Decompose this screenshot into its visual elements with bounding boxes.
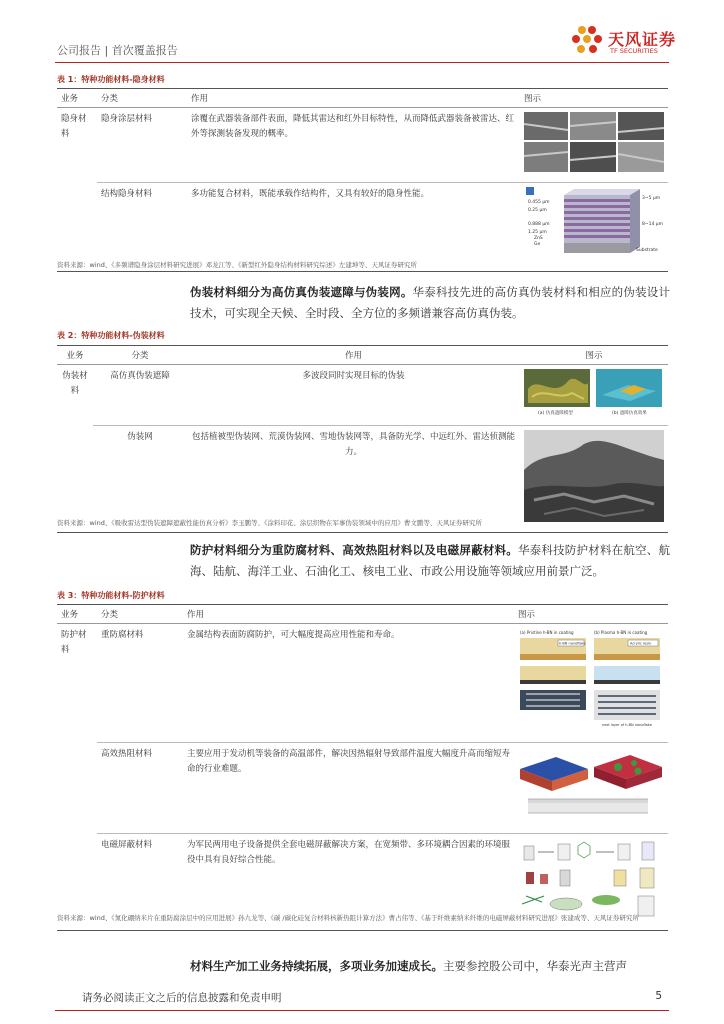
table3-effect-3: 为军民两用电子设备提供全套电磁屏蔽解决方案，在宽频带、多环境耦合因素的环境服役中具有良好综合性能。 [183, 834, 514, 931]
table2-figure-1 [520, 365, 668, 426]
diagram-label-1: 0.455 μm [528, 200, 550, 205]
table1 [57, 88, 668, 272]
table3-header-business: 业务 [57, 605, 97, 624]
table2 [57, 345, 668, 533]
footer-divider [55, 1010, 669, 1011]
table2-figure-2 [520, 426, 668, 533]
table3-effect-1: 金属结构表面防腐防护，可大幅度提高应用性能和寿命。 [187, 630, 400, 640]
logo-text-cn: 天风证券 [608, 30, 677, 49]
table2-header-figure: 图示 [520, 346, 668, 365]
table3-header-figure: 图示 [514, 605, 668, 624]
fig-label-2: Acrylic resin [630, 641, 652, 646]
diagram-label-8: 8~14 μm [642, 222, 664, 227]
multilayer-structure-diagram [524, 187, 664, 261]
caption-b: (b) 遮障仿真效果 [612, 411, 647, 415]
diagram-label-6: Ge [534, 242, 541, 247]
table1-header-business: 业务 [57, 89, 97, 108]
diagram-label-9: Substrate [636, 248, 658, 253]
table3-header-effect: 作用 [183, 605, 514, 624]
diagram-label-4: 1.25 μm [528, 230, 547, 235]
table1-business: 隐身材料 [57, 108, 97, 272]
table1-category-1: 隐身涂层材料 [101, 114, 153, 124]
thermal-resistance-model-image [518, 747, 664, 823]
table2-effect-2: 包括植被型伪装网、荒漠伪装网、雪地伪装网等，具备防光学、中远红外、雷达侦测能力。 [187, 426, 520, 533]
table3 [57, 604, 668, 931]
table1-category-2: 结构隐身材料 [97, 183, 187, 272]
table2-category-1: 高仿真伪装遮障 [110, 371, 170, 381]
emi-shielding-process-diagram [518, 838, 664, 920]
table1-effect-1: 涂覆在武器装备部件表面，降低其雷达和红外目标特性，从而降低武器装备被雷达、红外等探测装备发现的概率。 [191, 114, 515, 139]
table2-source: 资料来源：wind、《吸收雷达型伪装遮障遮蔽性能仿真分析》李玉鹏等、《涂料印花、涂层织物在军事伪装领域中的应用》曹文鹏等、天风证券研究所 [57, 519, 482, 527]
table3-category-1: 重防腐材料 [101, 630, 144, 640]
page-number: 5 [655, 990, 662, 1002]
stealth-coating-micrograph-image [524, 112, 664, 172]
logo-text-en: TF SECURITIES [610, 47, 658, 55]
table3-figure-2 [514, 743, 668, 834]
table1-title: 表 1：特种功能材料-隐身材料 [57, 75, 165, 84]
paragraph-camouflage: 伪装材料细分为高仿真伪装遮障与伪装网。华泰科技先进的高仿真伪装材料和相应的伪装设计技术，可实现全天候、全时段、全方位的多频谱兼容高仿真伪装。 [190, 285, 671, 320]
table2-category-2: 伪装网 [93, 426, 187, 533]
table3-header-category: 分类 [97, 605, 183, 624]
camouflage-screen-simulation-image [524, 369, 664, 415]
camouflage-net-photo [524, 430, 664, 522]
table2-header-effect: 作用 [187, 346, 520, 365]
table1-header-category: 分类 [97, 89, 187, 108]
table3-business: 防护材料 [57, 624, 97, 931]
table2-effect-1: 多波段同时实现目标的伪装 [302, 371, 405, 381]
table1-header-effect: 作用 [187, 89, 520, 108]
diagram-label-3: 0.888 μm [528, 222, 550, 227]
table1-figure-1 [520, 108, 668, 183]
table1-effect-2: 多功能复合材料，既能承载作结构件，又具有较好的隐身性能。 [187, 183, 520, 272]
fig-label-3: next layer of h-BN nanoflake [602, 723, 652, 727]
report-type-header: 公司报告 | 首次覆盖报告 [57, 44, 178, 57]
fig-b-title: (b) Plasma h-BN in coating [594, 630, 648, 635]
table2-business: 伪装材料 [57, 365, 93, 533]
hbn-coating-diagram [518, 628, 664, 732]
table2-title: 表 2：特种功能材料-伪装材料 [57, 331, 165, 340]
header-divider [55, 62, 669, 63]
layer-stack [564, 189, 640, 253]
table3-source: 资料来源：wind、《氮化硼纳米片在重防腐涂层中的应用进展》孙九龙等、《碳 /碳化硅复合材料核新热阻计算方法》曹占伟等、《基于纤维素纳米纤维的电磁屏蔽材料研究进展》张建成等、天风证券研究所 [57, 914, 639, 922]
fig-a-title: (a) Pristine h-BN in coating [520, 630, 574, 635]
paragraph-production: 材料生产加工业务持续拓展，多项业务加速成长。主要参控股公司中，华泰光声主营声 [190, 959, 627, 973]
paragraph-protection: 防护材料细分为重防腐材料、高效热阻材料以及电磁屏蔽材料。华泰科技防护材料在航空、航海、陆航、海洋工业、石油化工、核电工业、市政公用设施等领域应用前景广泛。 [190, 543, 671, 578]
table3-title: 表 3：特种功能材料-防护材料 [57, 591, 165, 600]
table2-header-business: 业务 [57, 346, 93, 365]
fig-label-1: h-BN nanoflake [559, 641, 586, 646]
table1-header-figure: 图示 [520, 89, 668, 108]
diagram-label-7: 3~5 μm [642, 196, 661, 201]
caption-a: (a) 仿真遮障模型 [538, 411, 573, 415]
disclaimer-footer: 请务必阅读正文之后的信息披露和免责申明 [82, 992, 282, 1004]
table1-figure-2 [520, 183, 668, 272]
diagram-label-2: 0.25 μm [528, 208, 547, 213]
table3-category-3: 电磁屏蔽材料 [97, 834, 183, 931]
diagram-label-5: ZnS [534, 236, 543, 241]
table3-effect-2: 主要应用于发动机等装备的高温部件，解决因热辐射导致部件温度大幅度升高而缩短寿命的行业难题。 [183, 743, 514, 834]
table2-header-category: 分类 [93, 346, 187, 365]
table1-source: 资料来源：wind、《多频谱隐身涂层材料研究进展》邓龙江等、《新型红外隐身结构材料研究综述》左建坤等、天风证券研究所 [57, 261, 417, 269]
table3-figure-1 [514, 624, 668, 743]
table3-category-2: 高效热阻材料 [97, 743, 183, 834]
